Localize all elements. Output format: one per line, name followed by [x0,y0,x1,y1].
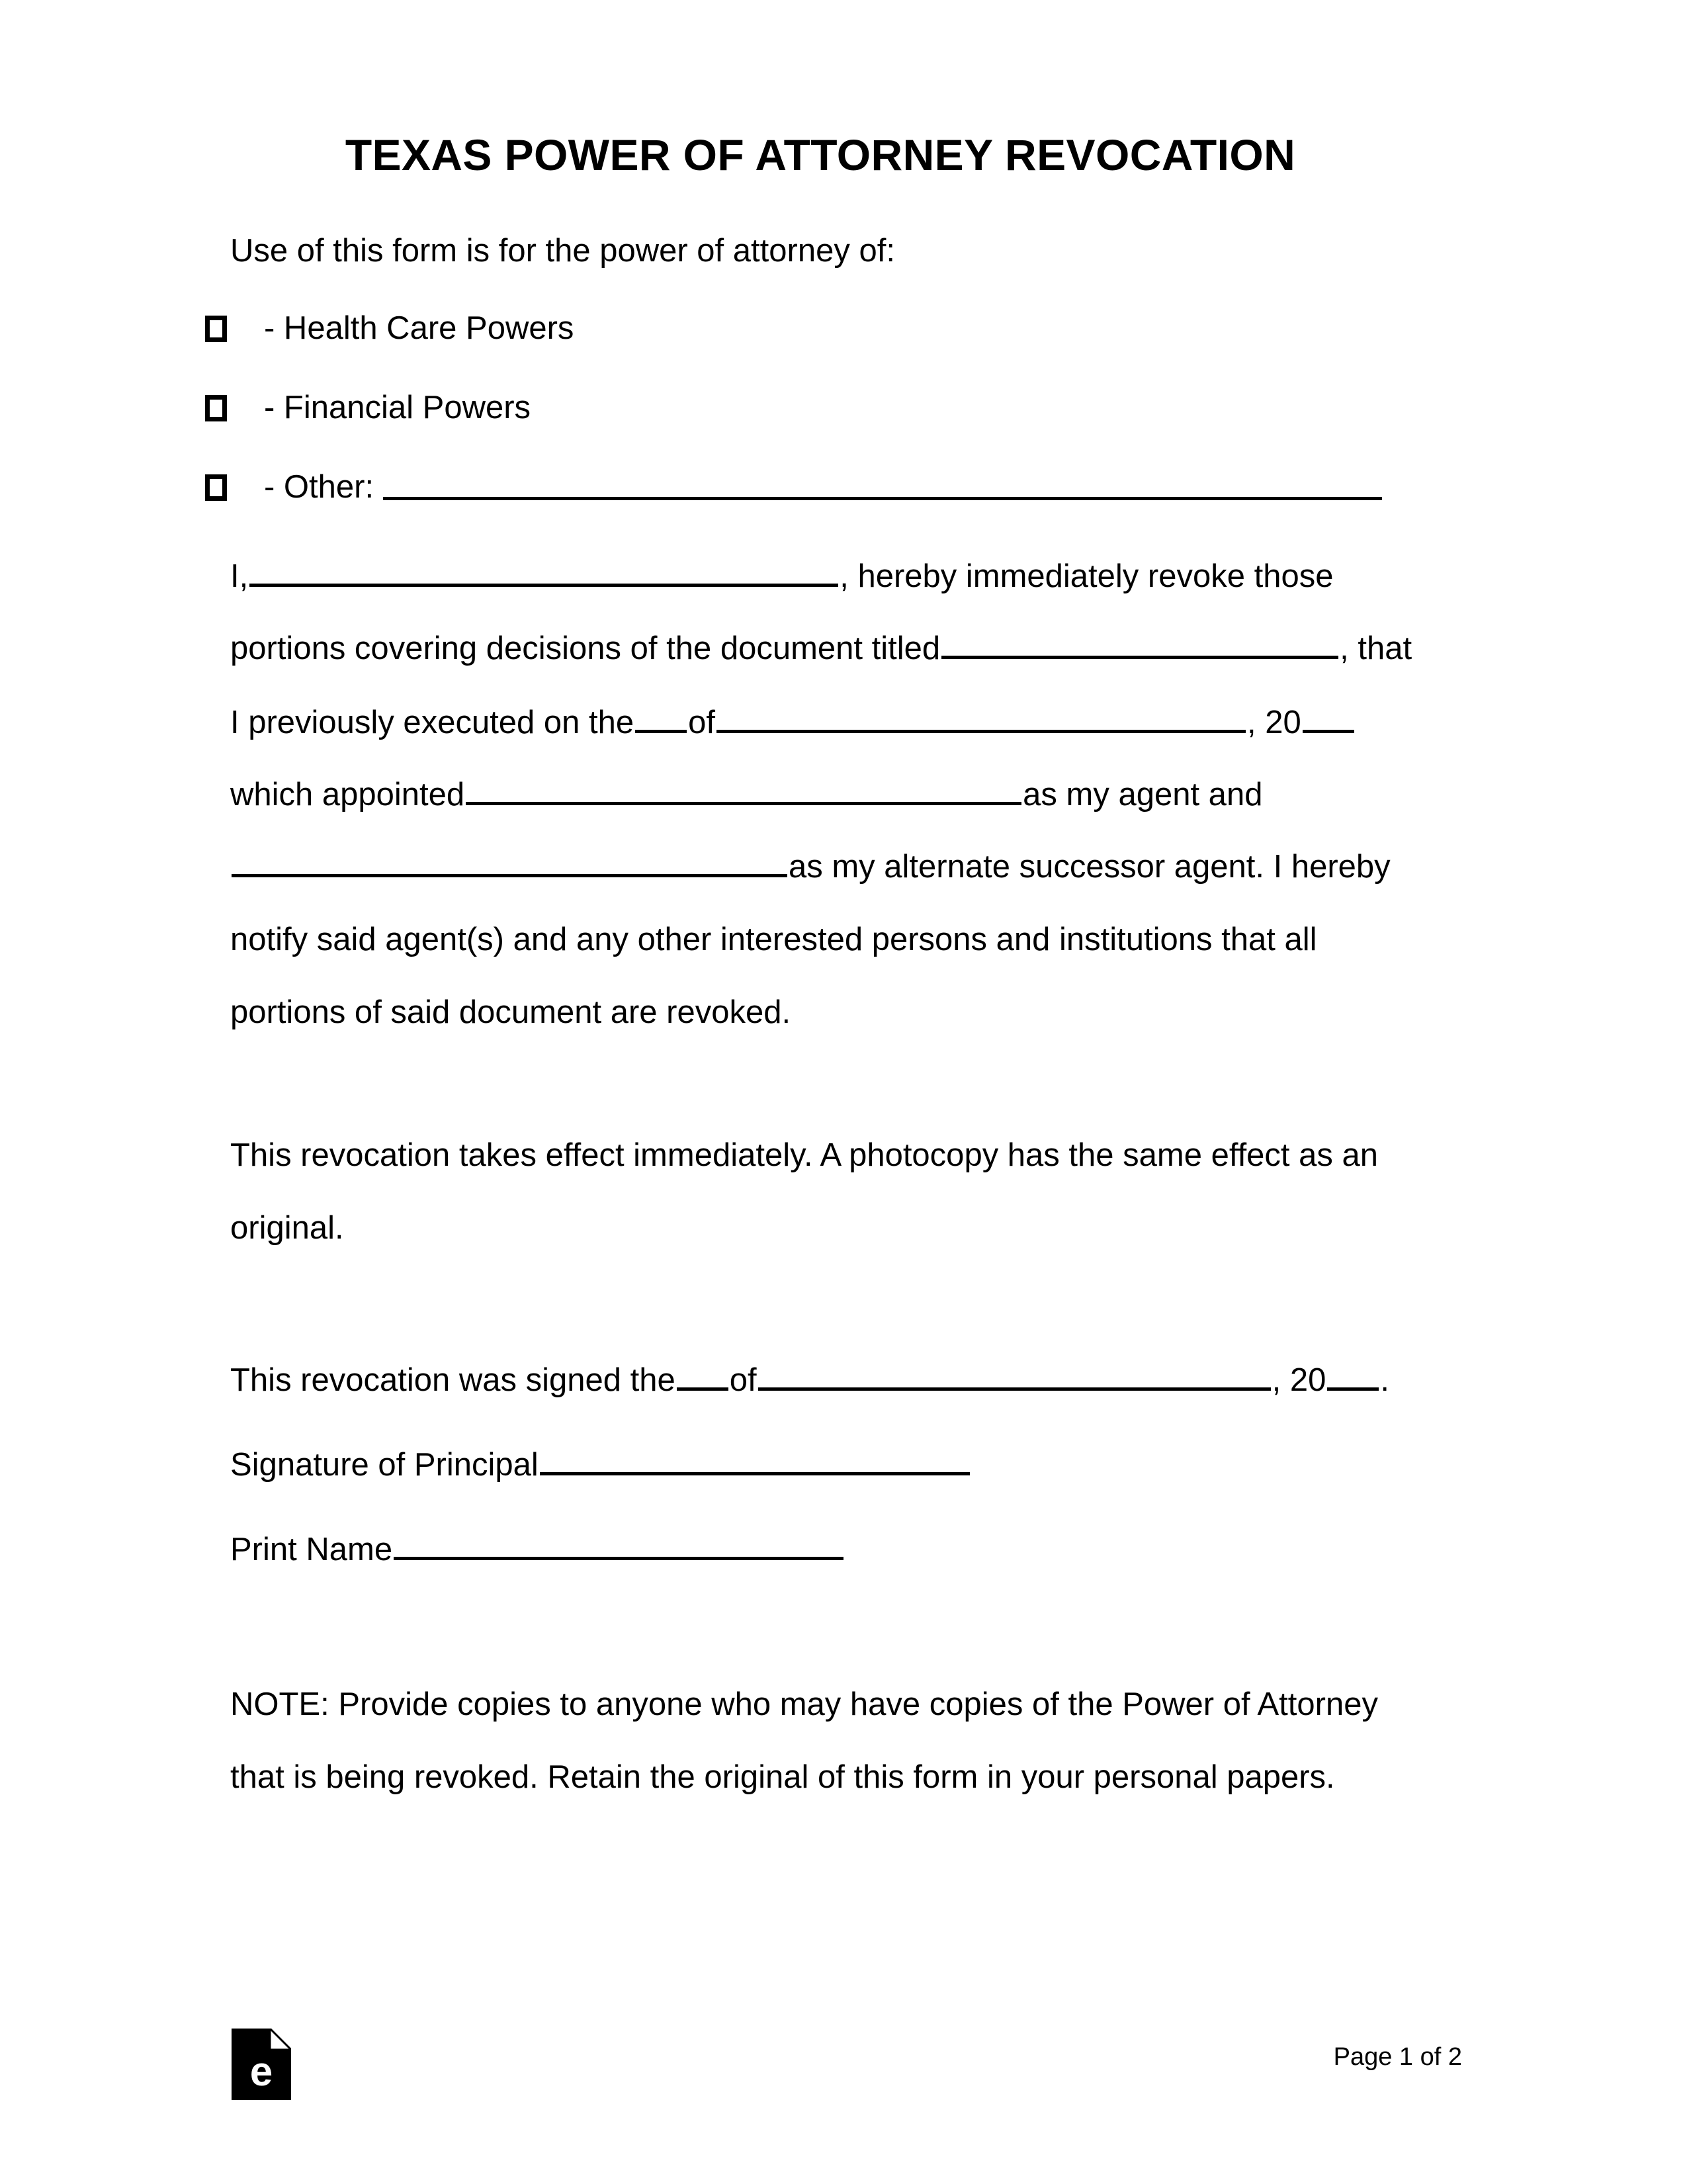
revocation-line-2-suffix: , that [1340,631,1412,666]
effect-line-2: original. [230,1210,344,1246]
principal-name-field[interactable] [249,561,838,587]
eforms-logo [232,2029,291,2100]
execution-month-field[interactable] [716,707,1246,733]
print-name-line [230,1534,845,1566]
revocation-line-5 [230,851,1391,883]
signing-month-field[interactable] [758,1365,1271,1391]
intro-text: Use of this form is for the power of attorney of: [230,233,895,269]
document-title-field[interactable] [941,633,1338,659]
checkbox-other[interactable] [205,474,227,501]
revocation-line-4-prefix: which appointed [230,777,465,812]
revocation-line-3 [230,707,1356,739]
revocation-line-4-suffix: as my agent and [1023,777,1263,812]
eforms-logo-letter: e [249,2049,273,2095]
revocation-line-3-of: of [688,705,716,740]
checkbox-row-financial-powers[interactable] [205,392,531,424]
signature-of-principal-label: Signature of Principal [230,1447,539,1483]
signature-of-principal-line [230,1449,971,1481]
effect-line-1: This revocation takes effect immediately. A photocopy has the same effect as an [230,1137,1379,1173]
checkbox-financial-powers[interactable] [205,395,227,421]
print-name-label: Print Name [230,1532,393,1567]
note-line-2: that is being revoked. Retain the original of this form in your personal papers. [230,1759,1335,1795]
print-name-field[interactable] [394,1534,844,1560]
revocation-line-5-suffix: as my alternate successor agent. I hereby [789,849,1391,885]
revocation-line-7: portions of said document are revoked. [230,994,791,1030]
signing-day-field[interactable] [677,1365,728,1391]
signing-date-of: of [729,1362,757,1398]
checkbox-label-other: - Other: [264,469,374,505]
other-fill-in-field[interactable] [383,474,1382,500]
checkbox-row-health-care-powers[interactable] [205,312,574,345]
execution-day-field[interactable] [635,707,687,733]
checkbox-label-financial-powers: - Financial Powers [264,390,531,425]
revocation-line-3-prefix: I previously executed on the [230,705,634,740]
signing-date-prefix: This revocation was signed the [230,1362,675,1398]
execution-year-field[interactable] [1303,707,1354,733]
revocation-line-6: notify said agent(s) and any other interested persons and institutions that all [230,922,1317,957]
alternate-agent-name-field[interactable] [232,852,787,877]
signing-year-field[interactable] [1327,1365,1379,1391]
revocation-line-2-prefix: portions covering decisions of the document titled [230,631,941,666]
page-number: Page 1 of 2 [1333,2043,1462,2071]
signing-date-period: . [1380,1362,1389,1398]
revocation-line-1-suffix: , hereby immediately revoke those [840,558,1334,594]
revocation-line-4 [230,779,1262,811]
page-title: TEXAS POWER OF ATTORNEY REVOCATION [345,130,1296,179]
agent-name-field[interactable] [466,779,1021,805]
revocation-line-2 [230,633,1412,665]
signing-date-line [230,1364,1389,1397]
revocation-line-3-year-prefix: , 20 [1247,705,1301,740]
checkbox-row-other[interactable] [205,471,1382,503]
note-line-1: NOTE: Provide copies to anyone who may have copies of the Power of Attorney [230,1686,1378,1722]
signature-of-principal-field[interactable] [540,1450,970,1475]
checkbox-health-care-powers[interactable] [205,316,227,342]
checkbox-label-health-care-powers: - Health Care Powers [264,310,574,346]
signing-date-year-prefix: , 20 [1272,1362,1326,1398]
revocation-line-1 [230,560,1333,593]
revocation-line-1-prefix: I, [230,558,249,594]
